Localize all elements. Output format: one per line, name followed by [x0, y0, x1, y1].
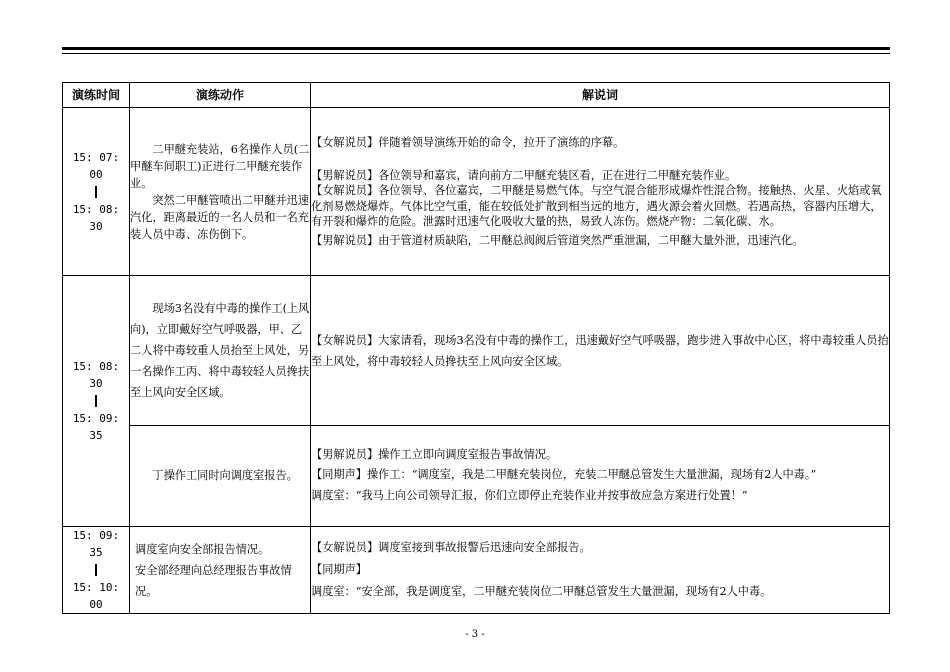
drill-script-table — [62, 82, 890, 614]
table-header-row — [63, 83, 890, 108]
time-range-bar — [95, 395, 97, 407]
narration-text: 【女解说员】各位领导、各位嘉宾，二甲醚是易燃气体。与空气混合能形成爆炸性混合物。接触热、火星、火焰或氧化剂易燃烧爆炸。气体比空气重，能在较低处扩散到相当远的地方，遇火源会着火回燃。若遇高热，容器内压增大，有开裂和爆炸的危险。泄露时迅速气化吸收大量的热，易致人冻伤。燃烧产物：二氧化碳、水。 — [311, 184, 882, 228]
time-cell — [63, 108, 130, 276]
action-text: 安全部经理向总经理报告事故情况。 — [135, 563, 292, 598]
header-rule-thin — [62, 53, 890, 54]
table-row — [63, 426, 890, 527]
table-row — [63, 527, 890, 614]
action-cell — [130, 276, 311, 426]
narration-text: 【女解说员】伴随着领导演练开始的命令，拉开了演练的序幕。 — [311, 136, 625, 149]
narration-cell — [311, 426, 890, 527]
action-text: 丁操作工同时向调度室报告。 — [152, 469, 298, 482]
action-cell — [130, 426, 311, 527]
time-range-bar — [95, 186, 97, 198]
header-action: 演练动作 — [130, 83, 311, 108]
time-end: 15: 10: 00 — [72, 581, 120, 611]
narration-text: 【男解说员】各位领导和嘉宾，请向前方二甲醚充装区看，正在进行二甲醚充装作业。 — [311, 168, 737, 182]
time-start: 15: 07: 00 — [72, 150, 120, 181]
table-row — [63, 108, 890, 276]
narration-text: 【同期声】 — [311, 563, 367, 576]
narration-text: 【男解说员】由于管道材质缺陷，二甲醚总阀阀后管道突然严重泄漏，二甲醚大量外泄，迅速汽化。 — [311, 233, 804, 247]
header-narration: 解说词 — [311, 83, 890, 108]
time-end: 15: 09: 35 — [72, 412, 120, 442]
narration-cell — [311, 527, 890, 614]
header-rule-thick — [62, 47, 890, 50]
narration-text: 调度室：“我马上向公司领导汇报，你们立即停止充装作业并按事故应急方案进行处置！” — [311, 489, 748, 502]
time-start: 15: 09: 35 — [72, 529, 120, 559]
narration-text: 【同期声】操作工：“调度室，我是二甲醚充装岗位，充装二甲醚总管发生大量泄漏，现场有2人中毒。” — [311, 468, 817, 481]
table-row — [63, 276, 890, 426]
action-text: 现场3名没有中毒的操作工(上风向)，立即戴好空气呼吸器，甲、乙二人将中毒较重人员抬至上风处，另一名操作工丙、将中毒较轻人员搀扶至上风向安全区域。 — [130, 302, 310, 399]
time-start: 15: 08: 30 — [72, 360, 120, 390]
action-text: 突然二甲醚管喷出二甲醚并迅速汽化，距离最近的一名人员和一名充装人员中毒、冻伤倒下。 — [130, 193, 310, 241]
narration-text: 【女解说员】调度室接到事故报警后迅速向安全部报告。 — [311, 541, 591, 554]
action-text: 二甲醚充装站，6名操作人员(二甲醚车间职工)正进行二甲醚充装作业。 — [130, 142, 310, 190]
action-text: 调度室向安全部报告情况。 — [135, 542, 270, 556]
time-cell — [63, 276, 130, 527]
time-cell — [63, 527, 130, 614]
action-cell — [130, 527, 311, 614]
narration-text: 【男解说员】操作工立即向调度室报告事故情况。 — [311, 448, 558, 461]
action-cell — [130, 108, 311, 276]
narration-cell — [311, 276, 890, 426]
time-end: 15: 08: 30 — [72, 202, 120, 233]
narration-cell — [311, 108, 890, 276]
narration-text: 调度室：“安全部，我是调度室，二甲醚充装岗位二甲醚总管发生大量泄漏，现场有2人中毒。 — [311, 585, 772, 598]
page-number: - 3 - — [465, 629, 485, 640]
time-range-bar — [95, 564, 97, 576]
narration-text: 【女解说员】大家请看，现场3名没有中毒的操作工，迅速戴好空气呼吸器，跑步进入事故中心区，将中毒较重人员抬至上风处，将中毒较轻人员搀扶至上风向安全区域。 — [311, 333, 889, 368]
header-time: 演练时间 — [63, 83, 130, 108]
